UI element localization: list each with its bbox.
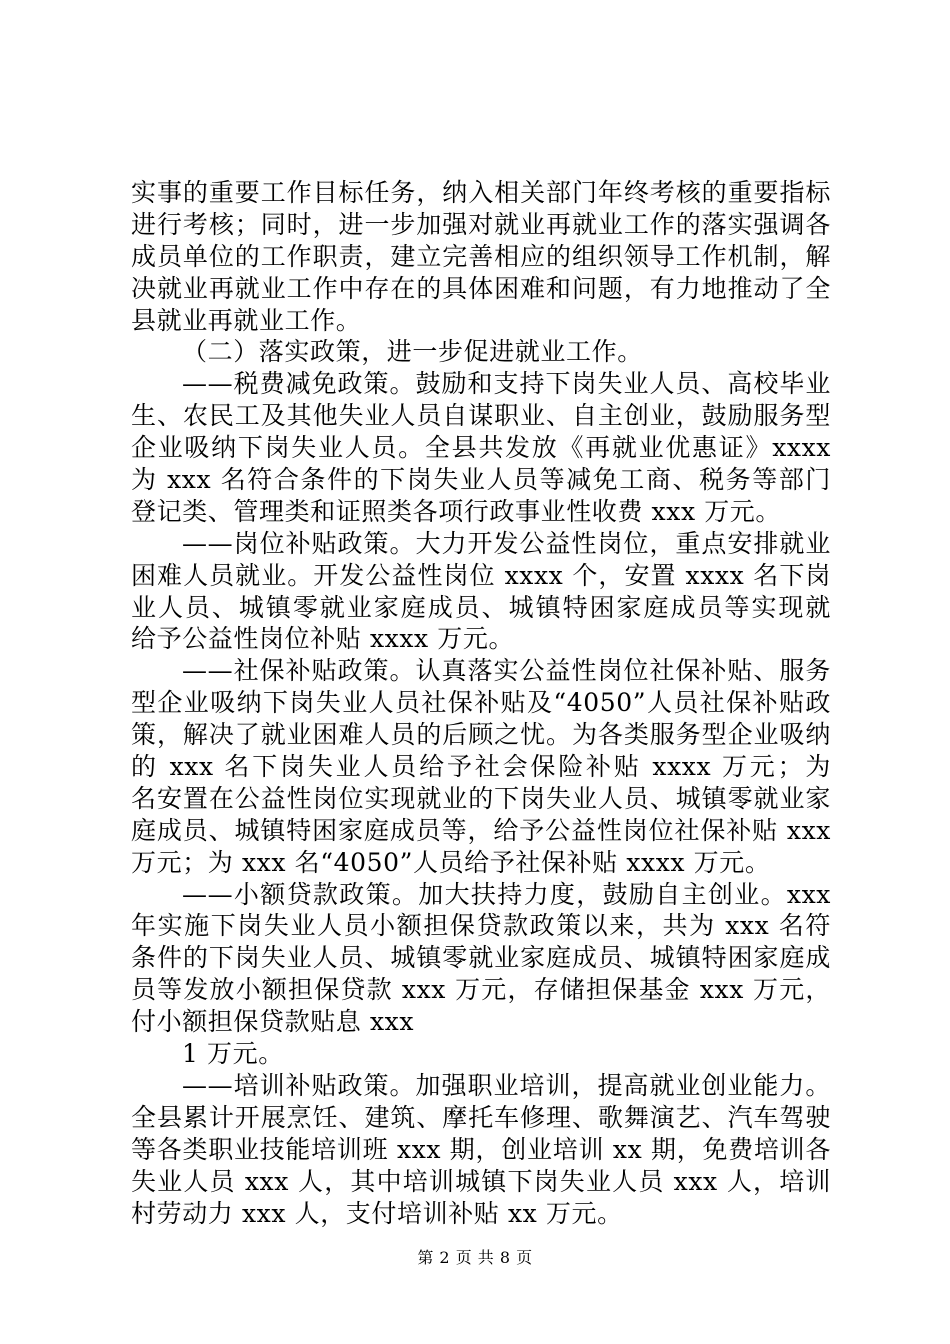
text-line: 全县累计开展烹饪、建筑、摩托车修理、歌舞演艺、汽车驾驶 (131, 1102, 831, 1132)
text-line: 1 万元。 (182, 1039, 284, 1069)
text-line: 策，解决了就业困难人员的后顾之忧。为各类服务型企业吸纳 (131, 720, 831, 750)
text-line: 为 xxx 名符合条件的下岗失业人员等减免工商、税务等部门 (131, 465, 831, 495)
text-line: 企业吸纳下岗失业人员。全县共发放《再就业优惠证》xxxx (131, 433, 831, 463)
text-line: 等各类职业技能培训班 xxx 期，创业培训 xx 期，免费培训各 (131, 1134, 831, 1164)
text-line: ——小额贷款政策。加大扶持力度，鼓励自主创业。xxx (182, 879, 831, 909)
text-line: 付小额担保贷款贴息 xxx (131, 1007, 415, 1037)
text-line: 业人员、城镇零就业家庭成员、城镇特困家庭成员等实现就 (131, 592, 831, 622)
text-line: ——税费减免政策。鼓励和支持下岗失业人员、高校毕业 (182, 369, 831, 399)
text-line: 进行考核；同时，进一步加强对就业再就业工作的落实强调各 (131, 209, 831, 239)
text-line: 的 xxx 名下岗失业人员给予社会保险补贴 xxxx 万元；为 (131, 752, 831, 782)
text-line: 登记类、管理类和证照类各项行政事业性收费 xxx 万元。 (131, 496, 781, 526)
text-line: 县就业再就业工作。 (131, 305, 362, 335)
text-line: 庭成员、城镇特困家庭成员等，给予公益性岗位社保补贴 xxx (131, 815, 831, 845)
text-line: 生、农民工及其他失业人员自谋职业、自主创业，鼓励服务型 (131, 401, 831, 431)
text-line: ——岗位补贴政策。大力开发公益性岗位，重点安排就业 (182, 528, 831, 558)
text-line: 成员单位的工作职责，建立完善相应的组织领导工作机制，解 (131, 241, 831, 271)
text-line: 万元；为 xxx 名“4050”人员给予社保补贴 xxxx 万元。 (131, 847, 771, 877)
text-line: 困难人员就业。开发公益性岗位 xxxx 个，安置 xxxx 名下岗 (131, 560, 831, 590)
text-line: 条件的下岗失业人员、城镇零就业家庭成员、城镇特困家庭成 (131, 943, 831, 973)
text-line: 员等发放小额担保贷款 xxx 万元，存储担保基金 xxx 万元， (131, 975, 831, 1005)
text-line: 失业人员 xxx 人，其中培训城镇下岗失业人员 xxx 人，培训 (131, 1166, 831, 1196)
text-line: 村劳动力 xxx 人，支付培训补贴 xx 万元。 (131, 1198, 623, 1228)
text-line: 名安置在公益性岗位实现就业的下岗失业人员、城镇零就业家 (131, 783, 831, 813)
text-line: ——培训补贴政策。加强职业培训，提高就业创业能力。 (182, 1070, 831, 1100)
text-line: 决就业再就业工作中存在的具体困难和问题，有力地推动了全 (131, 273, 831, 303)
text-line: 实事的重要工作目标任务，纳入相关部门年终考核的重要指标 (131, 178, 831, 207)
page-footer: 第 2 页 共 8 页 (417, 1248, 533, 1267)
text-line: 年实施下岗失业人员小额担保贷款政策以来，共为 xxx 名符 (131, 911, 831, 941)
document-body (131, 177, 831, 1229)
text-line: 给予公益性岗位补贴 xxxx 万元。 (131, 624, 515, 654)
text-line: ——社保补贴政策。认真落实公益性岗位社保补贴、服务 (182, 656, 831, 686)
text-line: （二）落实政策，进一步促进就业工作。 (182, 337, 643, 367)
text-line: 型企业吸纳下岗失业人员社保补贴及“4050”人员社保补贴政 (131, 688, 831, 718)
